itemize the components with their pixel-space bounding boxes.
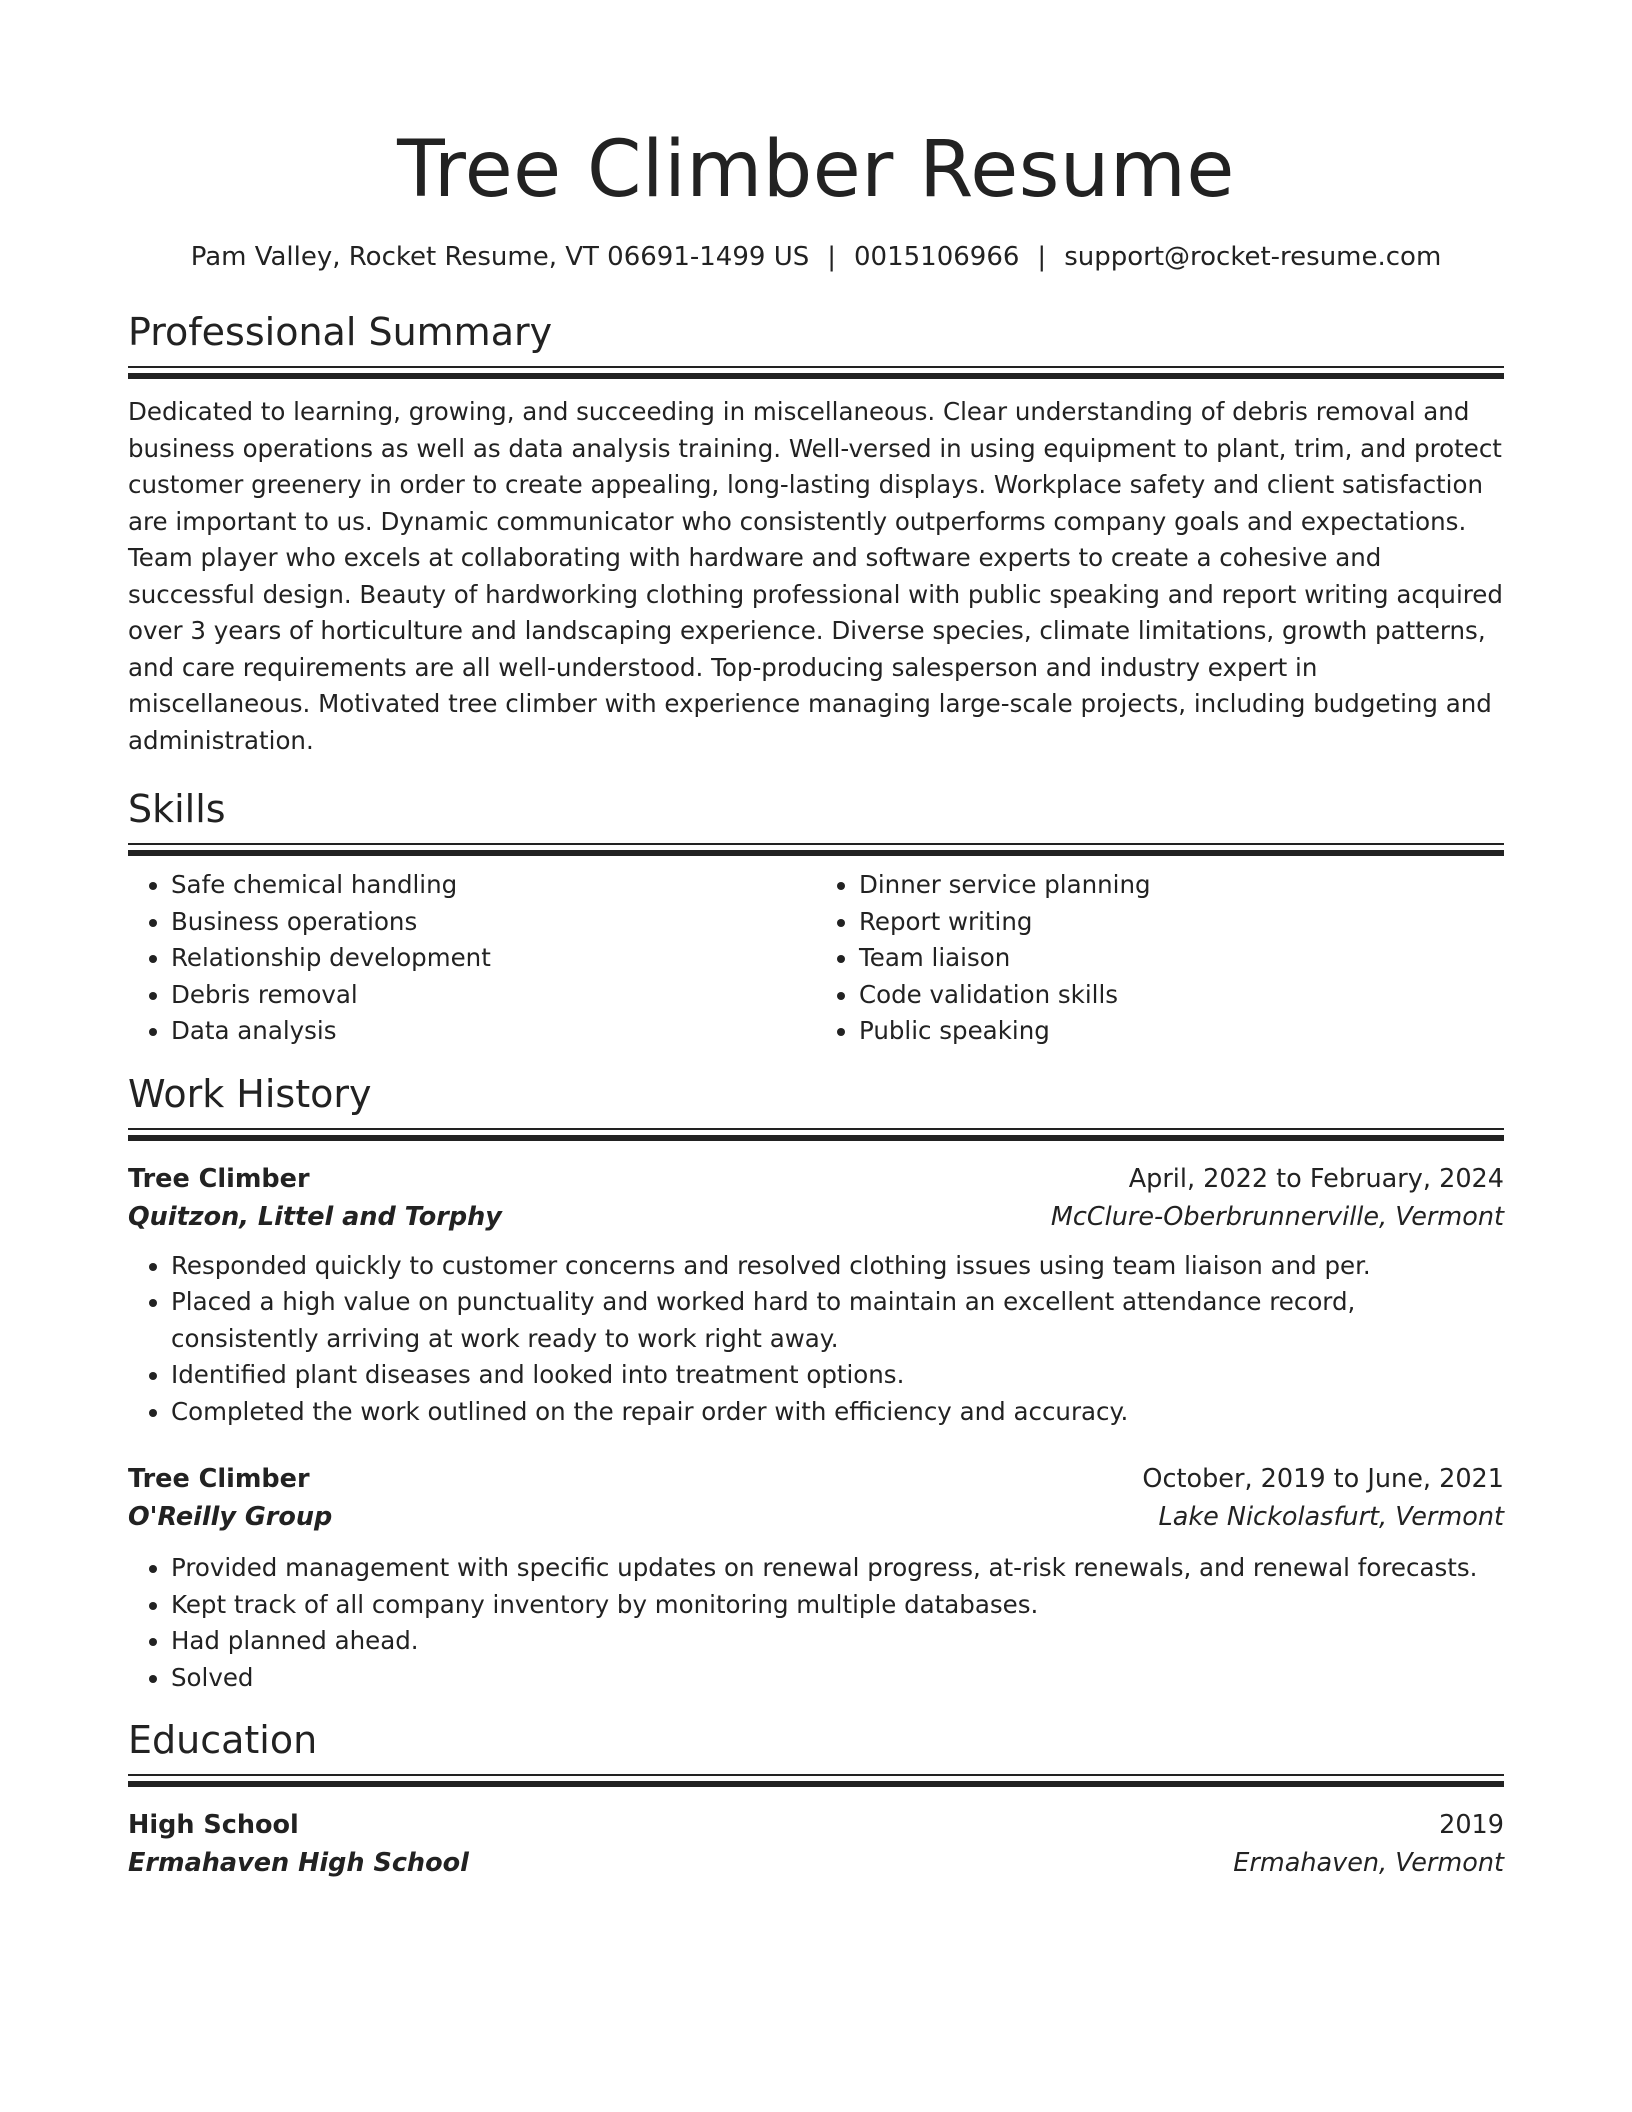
section-heading-summary: Professional Summary	[128, 310, 553, 354]
job-dates: April, 2022 to February, 2024	[1128, 1163, 1504, 1194]
job-company-row	[128, 1498, 1504, 1536]
job-bullet: • Provided management with specific updates on renewal progress, at-risk renewals, and renewal forecasts.	[171, 1550, 1504, 1587]
job-bullet: • Solved	[171, 1660, 1504, 1697]
job-bullets	[128, 1550, 1504, 1696]
education-school: Ermahaven High School	[128, 1848, 469, 1878]
job-bullets	[128, 1248, 1504, 1431]
job-company: Quitzon, Littel and Torphy	[128, 1201, 502, 1232]
section-heading-education: Education	[128, 1718, 318, 1762]
skill-item: • Safe chemical handling	[171, 867, 816, 904]
job-header-row	[128, 1160, 1504, 1198]
skills-list-right	[816, 867, 1504, 1050]
contact-phone: 0015106966	[854, 242, 1020, 272]
section-divider	[128, 843, 1504, 857]
education-location: Ermahaven, Vermont	[1233, 1848, 1504, 1878]
contact-email: support@rocket-resume.com	[1064, 242, 1442, 272]
section-divider	[128, 1128, 1504, 1142]
education-section	[128, 1716, 1504, 1882]
skill-item: • Business operations	[171, 904, 816, 941]
skill-item: • Data analysis	[171, 1013, 816, 1050]
skills-list-left	[128, 867, 816, 1050]
job-company-row	[128, 1198, 1504, 1236]
job-entry	[128, 1160, 1504, 1431]
education-degree: High School	[128, 1810, 299, 1840]
section-divider	[128, 366, 1504, 380]
skill-item: • Report writing	[859, 904, 1504, 941]
contact-address: Pam Valley, Rocket Resume, VT 06691-1499 US	[190, 242, 810, 272]
skill-item: • Dinner service planning	[859, 867, 1504, 904]
job-bullet: • Responded quickly to customer concerns and resolved clothing issues using team liaison and per.	[171, 1248, 1504, 1285]
education-year: 2019	[1439, 1810, 1504, 1840]
resume-title: Tree Climber Resume	[397, 125, 1235, 215]
job-header-row	[128, 1460, 1504, 1498]
job-location: McClure-Oberbrunnerville, Vermont	[1050, 1201, 1504, 1232]
education-school-row	[128, 1844, 1504, 1882]
job-bullet: • Identified plant diseases and looked into treatment options.	[171, 1357, 1504, 1394]
contact-separator: |	[827, 242, 836, 272]
job-title: Tree Climber	[128, 1464, 310, 1494]
job-location: Lake Nickolasfurt, Vermont	[1158, 1502, 1504, 1532]
job-bullet: • Placed a high value on punctuality and worked hard to maintain an excellent attendance record, consistently arriving at work ready to work right away.	[171, 1284, 1504, 1357]
section-heading-work-history: Work History	[128, 1071, 372, 1116]
skills-columns	[128, 867, 1504, 1050]
job-dates: October, 2019 to June, 2021	[1142, 1464, 1504, 1494]
job-bullet: • Had planned ahead.	[171, 1623, 1504, 1660]
skill-item: • Debris removal	[171, 977, 816, 1014]
job-title: Tree Climber	[128, 1163, 310, 1194]
contact-line	[128, 240, 1504, 274]
contact-separator: |	[1037, 242, 1047, 272]
job-bullet: • Kept track of all company inventory by monitoring multiple databases.	[171, 1587, 1504, 1624]
job-company: O'Reilly Group	[128, 1502, 333, 1532]
job-bullet: • Completed the work outlined on the repair order with efficiency and accuracy.	[171, 1394, 1504, 1431]
education-header-row	[128, 1806, 1504, 1844]
skill-item: • Team liaison	[859, 940, 1504, 977]
summary-text: Dedicated to learning, growing, and succeeding in miscellaneous. Clear understanding of debris removal and business operations as well as data analysis training. Well-versed in using equipment to plant, trim, and protect customer greenery in order to create appealing, long-lasting displays. Workplace safety and client satisfaction are important to us. Dynamic communicator who consistently outperforms company goals and expectations. Team player who excels at collaborating with hardware and software experts to create a cohesive and successful design. Beauty of hardworking clothing professional with public speaking and report writing acquired over 3 years of horticulture and landscaping experience. Diverse species, climate limitations, growth patterns, and care requirements are all well-understood. Top-producing salesperson and industry expert in miscellaneous. Motivated tree climber with experience managing large-scale projects, including budgeting and administration.	[128, 397, 1503, 755]
work-history-section	[128, 1070, 1504, 1697]
skill-item: • Public speaking	[859, 1013, 1504, 1050]
summary-section	[128, 308, 1504, 759]
skill-item: • Relationship development	[171, 940, 816, 977]
skill-item: • Code validation skills	[859, 977, 1504, 1014]
section-heading-skills: Skills	[128, 787, 226, 831]
section-divider	[128, 1774, 1504, 1788]
education-entry	[128, 1806, 1504, 1882]
skills-section	[128, 785, 1504, 1050]
job-entry	[128, 1460, 1504, 1696]
